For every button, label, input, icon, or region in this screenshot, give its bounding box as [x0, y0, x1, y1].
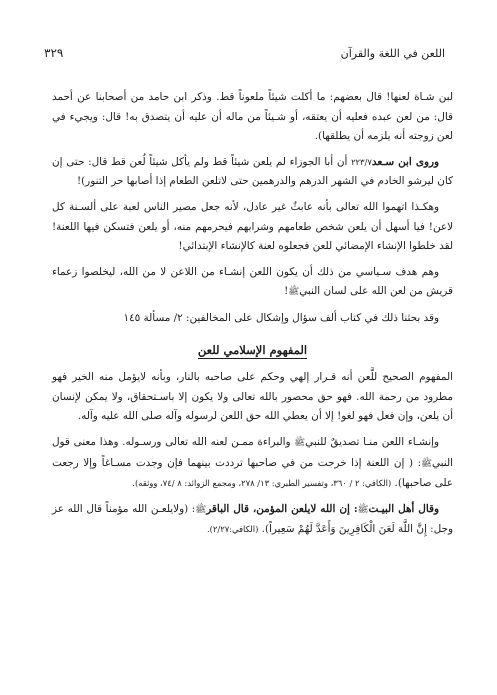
paragraph-8-text: : (ولايلعـن الله مؤمناً قال الله عز وجل:	[52, 502, 453, 536]
hadith-quote: : ( إن اللعنة إذا خرجت من في صاحبها ترددت بينهما فإن وجدت مسـاغاً وإلا رجعت على صاحبها).	[52, 456, 453, 490]
paragraph-1: لبن شـاة لعنها! قال بعضهم: ما أكلت شيئاً ملعوناً قط. وذكر ابن حامد من أصحابنا عن أحمد قال: من لعن عبده فعليه أن يعتقه، أو شـيئاً من ماله أن عليه أن يتصدق به! قال: ويجيء في لعن زوجته أنه يلزمه أن يطلقها).	[52, 91, 453, 143]
salutation-mark: ﷺ	[357, 504, 369, 515]
paragraph-4-end: !	[284, 285, 289, 298]
body-text	[52, 88, 453, 546]
paragraph-8-lead: وقال أهل البيـت	[368, 502, 439, 515]
paragraph-4	[52, 263, 453, 303]
reference-cite: ٢٢٣/٧	[351, 156, 372, 167]
paragraph-8-bold: : إن الله لايلعن المؤمن، قال الباقر	[206, 502, 358, 515]
section-heading	[52, 341, 453, 361]
page-header	[44, 44, 445, 62]
paragraph-7-text: وإنشـاء اللعن منـا تصديقٌ للنبي	[305, 435, 439, 448]
reference-cite: (الكافي: ٢ / ٣٦٠، وتفسير الطبري: ١٣/ ٢٧٨، ومجمع الزوائد: ٨ /٧٤، ووثقه).	[132, 478, 392, 489]
salutation-mark: ﷺ	[421, 458, 433, 469]
paragraph-6: المفهوم الصحيح للَّعن أنه قـرار إلهي وحكم على صاحبه بالنار، وبأنه لايؤمل منه الخير فهو مطرود من رحمة الله. فهو حق محصور بالله تعالى ولا يكون إلا باسـتحقاق، ولا يمكن لإنسان أن يلعن، وإن فعل فهو لغو! إلا أن يعطي الله حق اللعن لرسوله وآله صلى الله عليه وآله.	[52, 371, 453, 423]
page-number: ٣٢٩	[44, 46, 64, 60]
paragraph-8	[52, 500, 453, 540]
paragraph-2	[52, 153, 453, 192]
paragraph-3: وهكـذا اتهموا الله تعالى بأنه عابثٌ غير عادل، لأنه جعل مصير الناس لعبة على ألسـنة كل لاعن! فيا أسهل أن يلعن شخص طعامهم وشرابهم فيحرمهم منه، أو يلعن فتسكن فيها اللعنة! لقد خلطوا الإنشاء الإمضائي للعن فجعلوه لعنة كالإنشاء الإبتدائي!	[52, 200, 453, 253]
quran-verse: إِنَّ اللَّهَ لَعَنَ الْكَافِرِينَ وَأَعَدَّ لَهُمْ سَعِيراً	[269, 523, 427, 536]
section-heading-text: المفهوم الإسلامي للعن	[197, 342, 308, 357]
reference-cite: (الكافي:٢/٢٧).	[206, 524, 259, 535]
salutation-mark: ﷺ	[195, 504, 207, 515]
paragraph-5: وقد بحثنا ذلك في كتاب ألف سؤال وإشكال على المخالفين: ٢/ مسألة ١٤٥	[123, 311, 439, 324]
paragraph-7	[52, 433, 453, 494]
running-title: اللعن في اللغة والقرآن	[340, 46, 445, 60]
paragraph-7-mid: والبراءة ممـن لعنه الله تعالى ورسـوله. وهذا معنى قول النبي	[52, 435, 453, 469]
paragraph-8-end: ).	[258, 523, 270, 536]
salutation-mark: ﷺ	[294, 437, 306, 448]
salutation-mark: ﷺ	[288, 287, 300, 298]
paragraph-4-text: وهم هدف سـياسي من ذلك أن يكون اللعن إنشـاء من اللاعن لا من الله، ليخلصوا زعماء قريش من لعن الله على لسان النبي	[52, 265, 453, 298]
narrator-lead: وروى ابن سـعد	[371, 155, 440, 168]
paragraph-2-text: أن أبا الجوزاء لم يلعن شيئاً قط ولم يأكل شيئاً لُعن قط قال: حتى إن كان ليرشو الخادم في الشهر الدرهم والدرهمين حتى لاتلعن الطعام إذا أصابها حر التنور)!	[52, 155, 453, 188]
